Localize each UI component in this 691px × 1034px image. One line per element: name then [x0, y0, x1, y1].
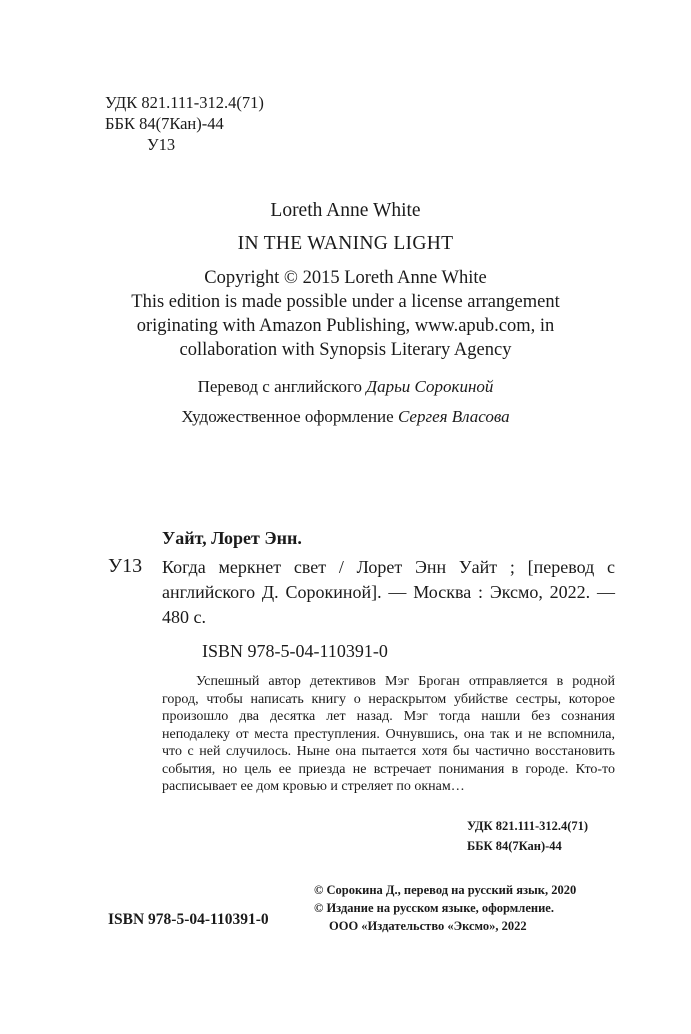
translator-name: Дарьи Сорокиной — [366, 377, 494, 396]
bottom-classification — [467, 816, 588, 856]
design-label: Художественное оформление — [181, 407, 394, 426]
designer-name: Сергея Власова — [397, 407, 510, 426]
annotation: Успешный автор детективов Мэг Броган отправляется в родной город, чтобы написать книгу о нераскрытом убийстве сестры, которое произошло два десятка лет назад. Мэг тогда нашли без сознания неподалеку от места преступления. Очнувшись, она так и не вспомнила, что с ней случилось. Ныне она пытается хотя бы частично восстановить события, но цель ее приезда не встречает понимания в городе. Кто-то расписывает ее дом кровью и стреляет по окнам… — [162, 674, 615, 794]
original-title: IN THE WANING LIGHT — [237, 233, 454, 254]
bibliographic-code: У13 — [108, 555, 143, 577]
translation-credit — [0, 372, 691, 402]
author-mark: У13 — [147, 135, 176, 154]
copyright-line: originating with Amazon Publishing, www.apub.com, in — [136, 316, 555, 336]
copyright-line: Copyright © 2015 Loreth Anne White — [204, 268, 487, 288]
copyright-line: This edition is made possible under a license arrangement — [131, 292, 560, 312]
isbn-bottom: ISBN 978-5-04-110391-0 — [108, 911, 269, 928]
bbk-code: ББК 84(7Кан)-44 — [105, 114, 224, 133]
design-credit — [0, 402, 691, 432]
copyright-line: collaboration with Synopsis Literary Agency — [179, 340, 512, 360]
isbn: ISBN 978-5-04-110391-0 — [202, 641, 388, 661]
rights-notice — [314, 881, 576, 935]
credits — [0, 372, 691, 432]
publisher-rights: ООО «Издательство «Эксмо», 2022 — [329, 919, 527, 933]
udk-code-bottom: УДК 821.111-312.4(71) — [467, 819, 589, 833]
original-author: Loreth Anne White — [270, 200, 421, 221]
copyright-notice — [0, 266, 691, 362]
bibliographic-description: Когда меркнет свет / Лорет Энн Уайт ; [перевод с английского Д. Сорокиной]. — Москва : Эксмо, 2022. — 480 с. — [162, 557, 615, 627]
bbk-code-bottom: ББК 84(7Кан)-44 — [467, 839, 562, 853]
translation-label: Перевод с английского — [197, 377, 362, 396]
edition-rights: © Издание на русском языке, оформление. — [314, 901, 554, 915]
bibliographic-author: Уайт, Лорет Энн. — [162, 528, 302, 548]
classification-codes — [105, 92, 264, 155]
translation-rights: © Сорокина Д., перевод на русский язык, 2020 — [314, 883, 577, 897]
udk-code: УДК 821.111-312.4(71) — [105, 93, 264, 112]
